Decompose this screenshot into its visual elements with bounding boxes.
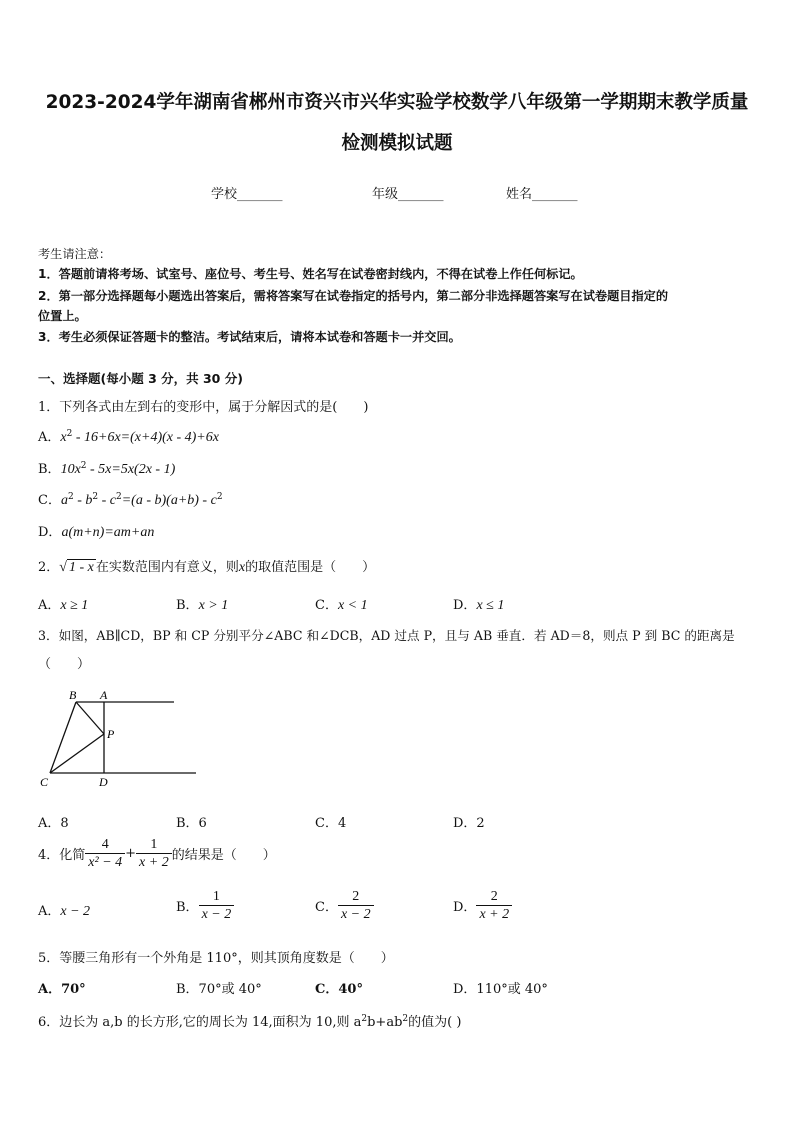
question-5-option-c: C．40° <box>315 982 363 997</box>
fraction: $\frac{1}{x + 2}$ <box>136 836 172 871</box>
notice-item-1: 1．答题前请将考场、试室号、座位号、考生号、姓名写在试卷密封线内，不得在试卷上作任何标记。 <box>38 267 583 281</box>
name-field: 姓名_______ <box>506 187 578 202</box>
section-heading: 一、选择题(每小题 3 分，共 30 分) <box>38 371 243 386</box>
question-4-option-d: D． $\frac{2}{x + 2}$ <box>453 888 512 923</box>
notice-item-2: 2．第一部分选择题每小题选出答案后，需将答案写在试卷指定的括号内，第二部分非选择题答案写在试卷题目指定的 <box>38 289 669 303</box>
question-4-option-b: B． $\frac{1}{x - 2}$ <box>176 888 234 923</box>
question-3-option-d: D．2 <box>453 816 485 831</box>
fraction: $\frac{4}{\text{x² − 4}}$ <box>85 836 125 871</box>
question-5-option-b: B．70°或 40° <box>176 982 262 997</box>
question-2-option-a: A．x ≥ 1 <box>38 598 89 613</box>
question-2-option-b: B．x > 1 <box>176 598 229 613</box>
question-3-option-b: B．6 <box>176 816 207 831</box>
question-1-option-b: B．$10x^2 - 5x=5x(2x - 1)$ <box>38 461 176 477</box>
question-4-option-a: A．x − 2 <box>38 904 91 919</box>
question-1-stem: 1．下列各式由左到右的变形中，属于分解因式的是( ) <box>38 400 369 415</box>
question-5-option-d: D．110°或 40° <box>453 982 548 997</box>
question-3-figure <box>36 688 206 792</box>
school-field: 学校_______ <box>211 187 283 202</box>
notice-item-2-cont: 位置上。 <box>38 309 87 323</box>
notice-item-3: 3．考生必须保证答题卡的整洁。考试结束后，请将本试卷和答题卡一并交回。 <box>38 330 461 344</box>
segment-cp <box>50 734 104 773</box>
label-p: P <box>107 727 115 741</box>
question-5-option-a: A．70° <box>38 982 86 997</box>
question-2-stem: 2．√ 1 - x 在实数范围内有意义，则x的取值范围是（ ） <box>38 560 376 575</box>
page-title-line2: 检测模拟试题 <box>341 133 453 154</box>
question-6-stem: 6．边长为 a,b 的长方形,它的周长为 14,面积为 10,则 $a^2b+ab^2$的值为( ) <box>38 1014 462 1030</box>
segment-bp <box>76 702 104 734</box>
question-3-option-c: C．4 <box>315 816 347 831</box>
label-c: C <box>40 775 49 789</box>
question-1-option-c: C．$a^2 - b^2 - c^2=(a - b)(a+b) - c^2$ <box>38 492 223 508</box>
segment-bc <box>50 702 76 773</box>
label-b: B <box>69 688 77 702</box>
question-1-option-a: A．$x^2 - 16+6x=(x+4)(x - 4)+6x$ <box>38 429 219 445</box>
notice-heading: 考生请注意： <box>38 247 112 261</box>
question-3-option-a: A．8 <box>38 816 69 831</box>
label-d: D <box>99 775 108 789</box>
question-3-stem-cont: （ ） <box>38 657 91 672</box>
question-5-stem: 5．等腰三角形有一个外角是 110°，则其顶角度数是（ ） <box>38 951 394 966</box>
question-1-option-d: D．a(m+n)=am+an <box>38 525 155 540</box>
question-2-option-c: C．x < 1 <box>315 598 368 613</box>
sqrt-expression: √ 1 - x <box>59 560 94 575</box>
page-title: 2023-2024学年湖南省郴州市资兴市兴华实验学校数学八年级第一学期期末教学质量 <box>45 92 749 113</box>
label-a: A <box>100 688 108 702</box>
question-4-option-c: C． $\frac{2}{x - 2}$ <box>315 888 374 923</box>
question-2-option-d: D．x ≤ 1 <box>453 598 505 613</box>
question-3-stem: 3．如图，AB∥CD，BP 和 CP 分别平分∠ABC 和∠DCB，AD 过点 P，且与 AB 垂直．若 AD＝8，则点 P 到 BC 的距离是 <box>38 628 735 643</box>
grade-field: 年级_______ <box>372 187 444 202</box>
question-4-stem: 4．化简 $\frac{4}{\text{x² − 4}}$ + $\frac{1}{x + 2}$ 的结果是（ ） <box>38 837 276 870</box>
